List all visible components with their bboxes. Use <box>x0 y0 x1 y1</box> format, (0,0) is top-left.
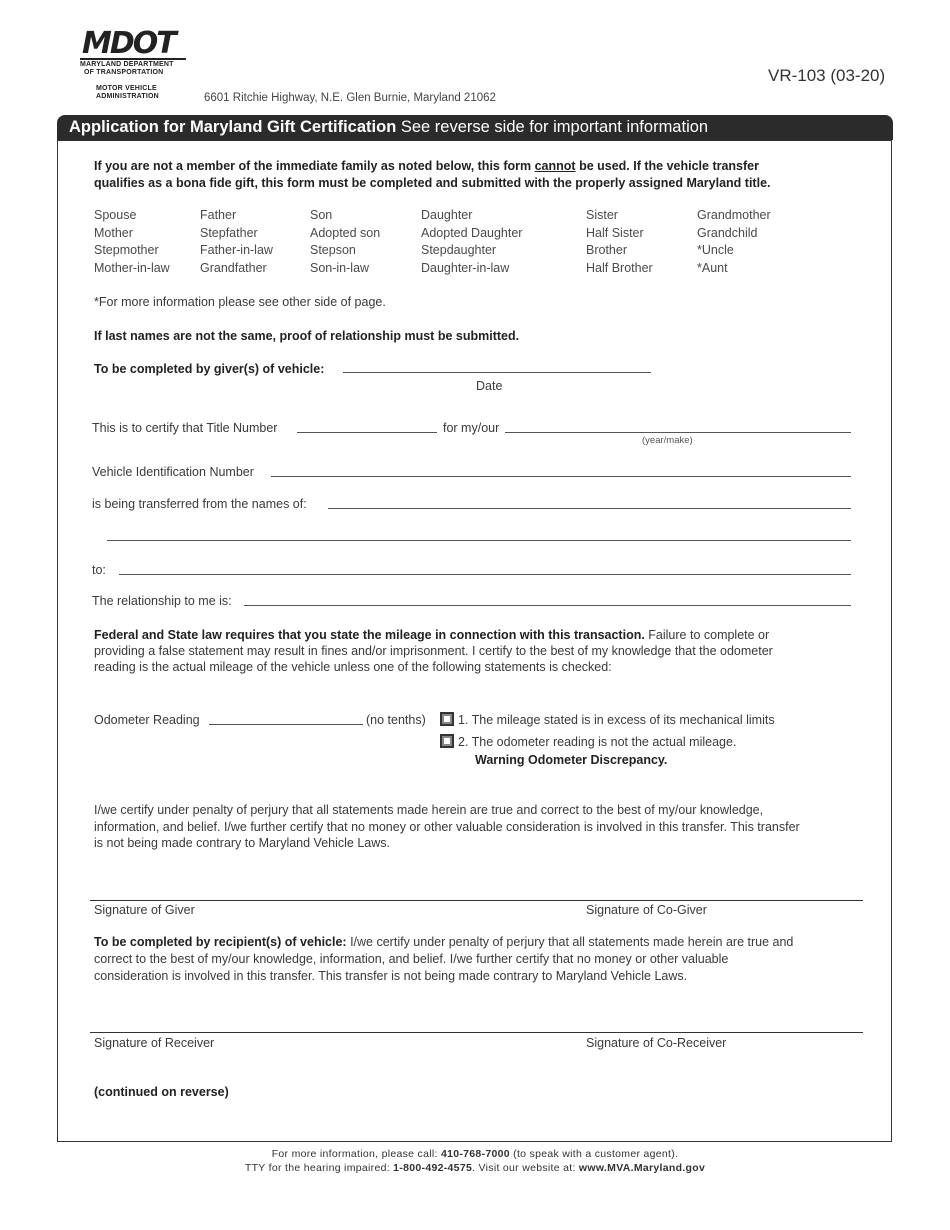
co-giver-signature-label: Signature of Co-Giver <box>586 903 707 917</box>
recipient-line1-rest: I/we certify under penalty of perjury that all statements made herein are true and <box>346 935 794 949</box>
logo-underline <box>80 58 186 60</box>
form-number: VR-103 (03-20) <box>768 66 886 85</box>
vin-label: Vehicle Identification Number <box>92 465 254 479</box>
odometer-label: Odometer Reading <box>94 713 200 727</box>
odometer-field[interactable] <box>209 724 363 725</box>
year-make-caption: (year/make) <box>642 435 693 446</box>
dept-line2: OF TRANSPORTATION <box>84 69 164 76</box>
relation-item: Grandmother <box>697 208 771 222</box>
relation-item: Son-in-law <box>310 260 370 275</box>
relations-col-2 <box>200 207 273 277</box>
to-label: to: <box>92 563 106 577</box>
relation-item: Sister <box>586 208 618 222</box>
logo-wordmark: MDOT <box>82 26 175 61</box>
giver-date-field[interactable] <box>343 372 651 373</box>
mileage-bold: Federal and State law requires that you state the mileage in connection with this transaction. <box>94 628 645 642</box>
relation-item: Adopted Daughter <box>421 225 523 240</box>
giver-signature-line[interactable] <box>90 900 863 901</box>
intro-line1-c: be used. If the vehicle transfer <box>575 159 759 173</box>
relations-col-1 <box>94 207 170 277</box>
relation-item: Half Brother <box>586 260 653 275</box>
footer <box>0 1147 950 1175</box>
relation-item: Brother <box>586 243 627 257</box>
relation-item: Daughter <box>421 208 473 222</box>
recipient-line3: consideration is involved in this transfer. This transfer is not being made contrary to Maryland Vehicle Laws. <box>94 969 688 983</box>
recipient-bold: To be completed by recipient(s) of vehicle: <box>94 935 347 949</box>
footer-line1-a: For more information, please call: <box>271 1148 441 1160</box>
relation-item: *Uncle <box>697 243 734 257</box>
giver-signature-label: Signature of Giver <box>94 903 195 917</box>
relations-col-4 <box>421 207 522 277</box>
relation-item: Stepfather <box>200 225 258 240</box>
from-names-field[interactable] <box>328 508 851 509</box>
odometer-option1: 1. The mileage stated is in excess of its mechanical limits <box>458 713 775 727</box>
intro-line1-a: If you are not a member of the immediate family as noted below, this form <box>94 159 535 173</box>
perjury-line1: I/we certify under penalty of perjury that all statements made herein are true and correct to the best of my/our knowledge, <box>94 803 764 817</box>
relation-item: Father <box>200 208 237 222</box>
mileage-line3: reading is the actual mileage of the vehicle unless one of the following statements is checked: <box>94 660 612 674</box>
relation-item: Daughter-in-law <box>421 260 510 275</box>
title-number-label: This is to certify that Title Number <box>92 421 278 435</box>
mileage-line1 <box>94 627 769 644</box>
relationship-field[interactable] <box>244 605 851 606</box>
footer-line2-a: TTY for the hearing impaired: <box>244 1162 394 1174</box>
relation-item: Grandfather <box>200 260 267 275</box>
relation-item: Adopted son <box>310 225 381 240</box>
footer-line2 <box>0 1161 950 1175</box>
year-make-field[interactable] <box>505 432 851 433</box>
co-receiver-signature-label: Signature of Co-Receiver <box>586 1036 727 1050</box>
recipient-line2: correct to the best of my/our knowledge, information, and belief. I/we further certify that no money or other valuable <box>94 952 729 966</box>
footer-line1-b: (to speak with a customer agent). <box>509 1148 679 1160</box>
relation-item: Stepdaughter <box>421 243 497 257</box>
relation-item: Stepson <box>310 243 356 257</box>
relation-item: Mother <box>94 225 133 240</box>
perjury-line2: information, and belief. I/we further certify that no money or other valuable consideration is involved in this transfer. This transfer <box>94 820 800 834</box>
giver-label: To be completed by giver(s) of vehicle: <box>94 362 325 376</box>
intro-line2: qualifies as a bona fide gift, this form must be completed and submitted with the properly assigned Maryland title. <box>94 176 771 190</box>
mva-address: 6601 Ritchie Highway, N.E. Glen Burnie, Maryland 21062 <box>204 92 496 104</box>
last-names-note: If last names are not the same, proof of relationship must be submitted. <box>94 329 520 343</box>
relation-item: Mother-in-law <box>94 260 170 275</box>
vin-field[interactable] <box>271 476 851 477</box>
form-title-main: Application for Maryland Gift Certification <box>69 118 397 136</box>
odometer-option2-checkbox[interactable] <box>440 734 454 748</box>
no-tenths-label: (no tenths) <box>366 713 426 727</box>
relation-item: Stepmother <box>94 243 159 257</box>
admin-line2: ADMINISTRATION <box>96 93 159 100</box>
relationship-label: The relationship to me is: <box>92 594 232 608</box>
relation-item: Half Sister <box>586 225 644 240</box>
mileage-line1-rest: Failure to complete or <box>644 628 770 642</box>
footer-phone: 410-768-7000 <box>440 1148 510 1160</box>
footer-tty: 1-800-492-4575 <box>393 1162 473 1174</box>
title-bar <box>57 115 893 140</box>
more-info-note: *For more information please see other side of page. <box>94 295 386 309</box>
intro-line1 <box>94 158 759 175</box>
dept-line1: MARYLAND DEPARTMENT <box>80 61 174 68</box>
relations-col-6 <box>697 207 771 277</box>
odometer-option2: 2. The odometer reading is not the actual mileage. <box>458 735 737 749</box>
to-names-field[interactable] <box>119 574 851 575</box>
odometer-warning: Warning Odometer Discrepancy. <box>475 753 668 767</box>
relation-item: Grandchild <box>697 225 758 240</box>
relation-item: Father-in-law <box>200 243 273 257</box>
form-title <box>69 118 708 137</box>
perjury-line3: is not being made contrary to Maryland Vehicle Laws. <box>94 836 390 850</box>
from-names-field-2[interactable] <box>107 540 851 541</box>
relations-col-3 <box>310 207 380 277</box>
date-caption: Date <box>476 379 503 393</box>
odometer-option1-checkbox[interactable] <box>440 712 454 726</box>
from-label: is being transferred from the names of: <box>92 497 307 511</box>
relations-col-5 <box>586 207 653 277</box>
for-label: for my/our <box>443 421 500 435</box>
continued-note: (continued on reverse) <box>94 1085 229 1099</box>
admin-line1: MOTOR VEHICLE <box>96 85 157 92</box>
footer-line1 <box>0 1147 950 1161</box>
footer-website-link[interactable]: www.MVA.Maryland.gov <box>578 1162 706 1174</box>
footer-line2-b: . Visit our website at: <box>472 1162 579 1174</box>
title-number-field[interactable] <box>297 432 437 433</box>
relation-item: *Aunt <box>697 260 728 275</box>
receiver-signature-line[interactable] <box>90 1032 863 1033</box>
intro-cannot: cannot <box>534 159 576 173</box>
receiver-signature-label: Signature of Receiver <box>94 1036 215 1050</box>
mileage-line2: providing a false statement may result in fines and/or imprisonment. I certify to the best of my knowledge that the odometer <box>94 644 773 658</box>
form-title-subtitle: See reverse side for important information <box>396 118 709 136</box>
relation-item: Spouse <box>94 208 137 222</box>
relation-item: Son <box>310 208 333 222</box>
recipient-line1 <box>94 934 793 951</box>
mdot-logo <box>80 26 190 80</box>
